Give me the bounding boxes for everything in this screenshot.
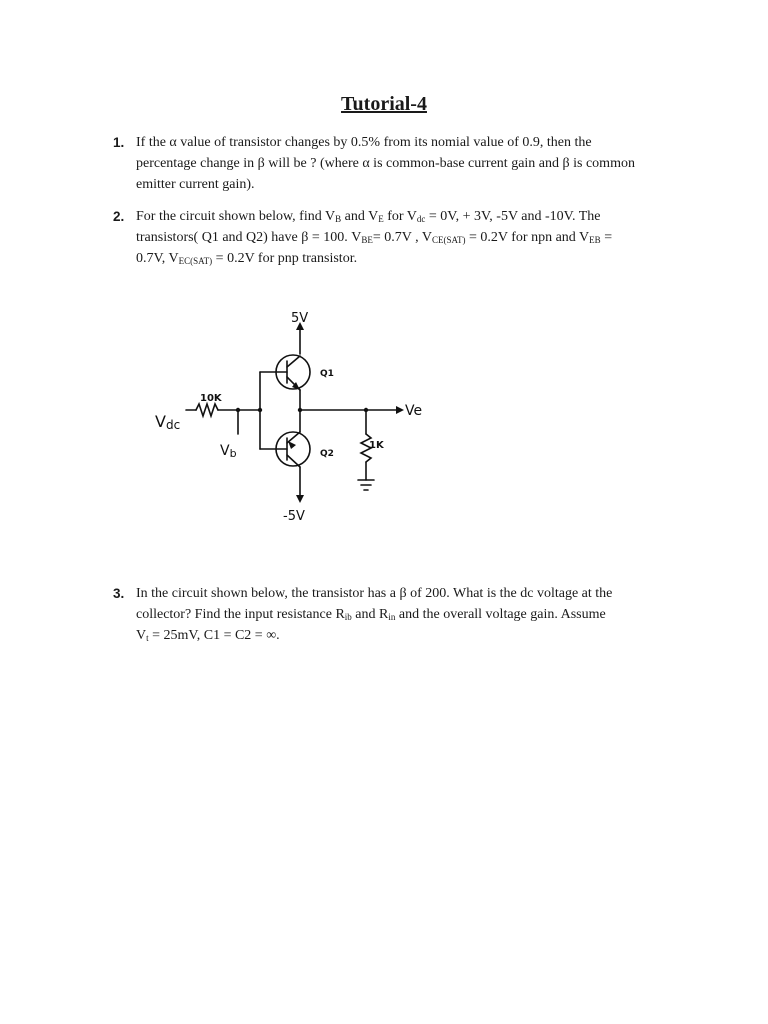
question-line: If the α value of transistor changes by 0.5% from its nomial value of 0.9, then the — [136, 135, 592, 150]
question-line: $V_t = 25mV$, C1 = C2 = ∞. — [136, 628, 280, 643]
question-number: 1. — [113, 135, 125, 150]
label-10k: 10K — [200, 393, 222, 404]
label-vdc: Vdc — [155, 412, 181, 432]
question-line: 0.7V, $V_{EC(SAT)} = 0.2V$ for pnp transistor. — [136, 251, 358, 266]
label-vb: Vb — [220, 443, 237, 460]
label-q2: Q2 — [320, 449, 334, 459]
label-neg-5v: -5V — [283, 509, 305, 524]
label-ve: Ve — [405, 403, 423, 419]
question-line: emitter current gain). — [136, 177, 255, 192]
document-title: Tutorial-4 — [341, 93, 427, 115]
question-line: transistors( Q1 and Q2) have β = 100. $V_{BE}= 0.7V$ , $V_{CE(SAT)} = 0.2V$ for npn and $V_{EB}$ = — [136, 230, 613, 245]
question-text — [136, 583, 681, 646]
question-number: 3. — [113, 586, 125, 601]
label-5v: 5V — [291, 311, 309, 326]
question-line: collector? Find the input resistance $R_{ib}$ and $R_{in}$ and the overall voltage gain. Assume — [136, 607, 606, 622]
label-1k: 1K — [369, 440, 384, 451]
label-q1: Q1 — [320, 369, 334, 379]
question-number: 2. — [113, 209, 125, 224]
question-line: For the circuit shown below, find $V_B$ and $V_E$ for $V_{dc} = 0V$, + 3V, -5V and -10V. The — [136, 209, 601, 224]
question-line: In the circuit shown below, the transistor has a β of 200. What is the dc voltage at the — [136, 586, 613, 601]
question-line: percentage change in β will be ? (where α is common-base current gain and β is common — [136, 156, 635, 171]
